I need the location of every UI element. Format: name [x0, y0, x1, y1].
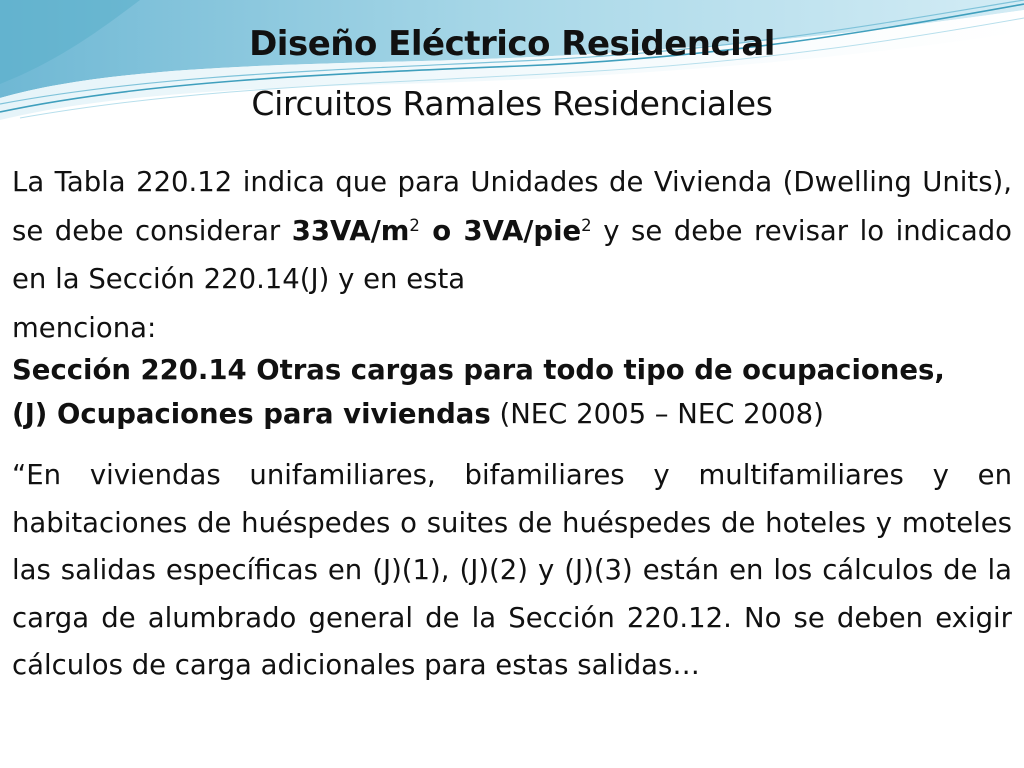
slide-body: [12, 158, 1012, 690]
p1-superscript-2: 2: [581, 215, 592, 235]
p2-text-nec: (NEC 2005 – NEC 2008): [490, 398, 824, 430]
decorative-wave-background: [0, 0, 1024, 150]
paragraph-quote: “En viviendas unifamiliares, bifamiliares y multifamiliares y en habitaciones de huéspedes o suites de huéspedes de hoteles y moteles las salidas específicas en (J)(1), (J)(2) y (J)(3) están en los cálculos de la carga de alumbrado general de la Sección 220.12. No se deben exigir cálculos de carga adicionales para estas salidas…: [12, 459, 1012, 681]
p1-text-1: La Tabla 220.12 indica que para Unidades de Vivienda (Dwelling Units), se debe considerar: [12, 166, 1012, 247]
slide-title: Diseño Eléctrico Residencial: [249, 24, 775, 64]
p1-bold-3va: o 3VA/pie: [419, 214, 582, 247]
p1-superscript-1: 2: [409, 215, 420, 235]
paragraph-table-220-12: [12, 158, 1012, 352]
p2-bold-heading: Sección 220.14 Otras cargas para todo tipo de ocupaciones,: [12, 354, 945, 386]
p2-bold-subheading: (J) Ocupaciones para viviendas: [12, 398, 491, 430]
paragraph-section-220-14: [12, 348, 1012, 436]
p1-text-2: y se debe revisar lo indicado en la Sección 220.14(J) y en esta: [12, 214, 1012, 295]
slide-subtitle: Circuitos Ramales Residenciales: [251, 84, 773, 123]
p1-text-3: menciona:: [12, 311, 157, 344]
p1-bold-33va: 33VA/m: [291, 214, 410, 247]
